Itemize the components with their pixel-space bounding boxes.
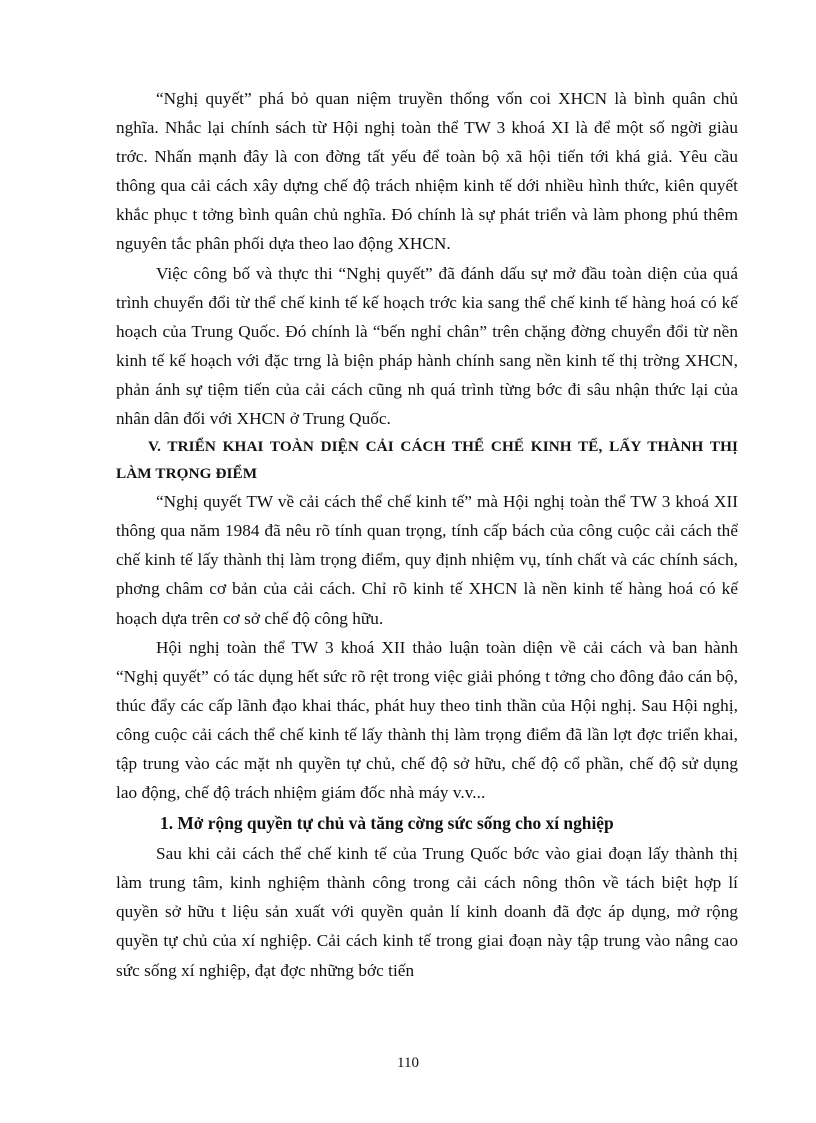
page-number: 110 (397, 1055, 419, 1071)
body-paragraph: Việc công bố và thực thi “Nghị quyết” đã đánh dấu sự mở đầu toàn diện của quá trình chuyển đổi từ thể chế kinh tế kế hoạch trớc kia sang thể chế kinh tế hàng hoá có kế hoạch của Trung Quốc. Đó chính là “bến nghỉ chân” trên chặng đờng chuyển đổi từ nền kinh tế kế hoạch với đặc trng là biện pháp hành chính sang nền kinh tế thị trờng XHCN, phản ánh sự tiệm tiến của cải cách cũng nh quá trình từng bớc đi sâu nhận thức lại của nhân dân đối với XHCN ở Trung Quốc. (116, 263, 738, 429)
body-paragraph: “Nghị quyết” phá bỏ quan niệm truyền thống vốn coi XHCN là bình quân chủ nghĩa. Nhắc lại chính sách từ Hội nghị toàn thể TW 3 khoá XI là để một số ngời giàu trớc. Nhấn mạnh đây là con đờng tất yếu để toàn bộ xã hội tiến tới khá giả. Yêu cầu thông qua cải cách xây dựng chế độ trách nhiệm kinh tế dới nhiều hình thức, kiên quyết khắc phục t tởng bình quân chủ nghĩa. Đó chính là sự phát triển và làm phong phú thêm nguyên tắc phân phối dựa theo lao động XHCN. (116, 89, 738, 254)
body-paragraph: Hội nghị toàn thể TW 3 khoá XII thảo luận toàn diện về cải cách và ban hành “Nghị quyết” có tác dụng hết sức rõ rệt trong việc giải phóng t tởng cho đông đảo cán bộ, thúc đẩy các cấp lãnh đạo khai thác, phát huy theo tinh thần của Hội nghị. Sau Hội nghị, công cuộc cải cách thể chế kinh tế lấy thành thị làm trọng điểm đã lần lợt đợc triển khai, tập trung vào các mặt nh quyền tự chủ, chế độ sở hữu, chế độ cổ phần, chế độ sử dụng lao động, chế độ trách nhiệm giám đốc nhà máy v.v... (116, 637, 738, 803)
page-body (116, 84, 738, 985)
body-paragraph: “Nghị quyết TW về cải cách thể chế kinh tế” mà Hội nghị toàn thể TW 3 khoá XII thông qua năm 1984 đã nêu rõ tính quan trọng, tính cấp bách của công cuộc cải cách thể chế kinh tế lấy thành thị làm trọng điểm, quy định nhiệm vụ, tính chất và các chính sách, phơng châm cơ bản của cải cách. Chỉ rõ kinh tế XHCN là nền kinh tế hàng hoá có kế hoạch dựa trên cơ sở chế độ công hữu. (116, 492, 738, 628)
subsection-heading: 1. Mở rộng quyền tự chủ và tăng cờng sức sống cho xí nghiệp (160, 813, 614, 834)
section-heading: V. TRIỂN KHAI TOÀN DIỆN CẢI CÁCH THỂ CHẾ KINH TẾ, LẤY THÀNH THỊ LÀM TRỌNG ĐIỂM (116, 438, 738, 483)
body-paragraph: Sau khi cải cách thể chế kinh tế của Trung Quốc bớc vào giai đoạn lấy thành thị làm trung tâm, kinh nghiệm thành công trong cải cách nông thôn về tách biệt hợp lí quyền sở hữu t liệu sản xuất với quyền quản lí kinh doanh đã đợc áp dụng, mở rộng quyền tự chủ của xí nghiệp. Cải cách kinh tế trong giai đoạn này tập trung vào nâng cao sức sống xí nghiệp, đạt đợc những bớc tiến (116, 844, 738, 980)
